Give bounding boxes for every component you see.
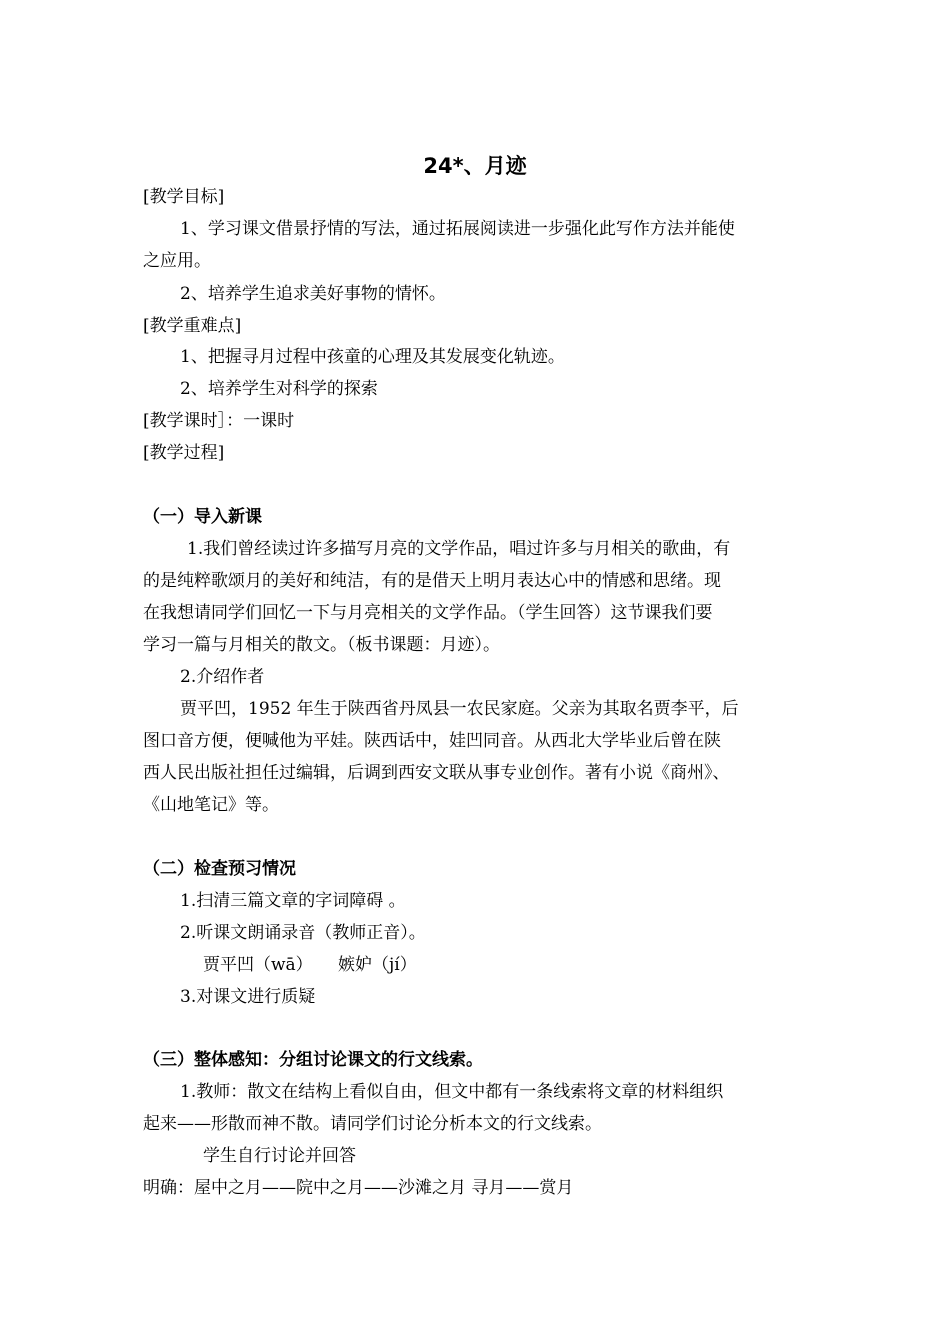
key-points-item-1: 1、把握寻月过程中孩童的心理及其发展变化轨迹。 (180, 347, 565, 367)
key-points-label: [教学重难点] (143, 316, 242, 336)
goals-item-2: 2、培养学生追求美好事物的情怀。 (180, 284, 446, 304)
section-1-p1-line-3: 在我想请同学们回忆一下与月亮相关的文学作品。（学生回答）这节课我们要 (143, 603, 713, 623)
section-1-p1-line-4: 学习一篇与月相关的散文。（板书课题：月迹）。 (143, 635, 500, 655)
goals-item-1-cont: 之应用。 (143, 251, 211, 271)
section-1-p3-line-1: 贾平凹，1952 年生于陕西省丹凤县一农民家庭。父亲为其取名贾李平，后 (180, 699, 739, 719)
section-1-p3-line-2: 图口音方便，便喊他为平娃。陕西话中，娃凹同音。从西北大学毕业后曾在陕 (143, 731, 721, 751)
pronunciation-1: 贾平凹（wā） (203, 955, 313, 975)
process-label: [教学过程] (143, 443, 225, 463)
pronunciation-2: 嫉妒（jí） (338, 955, 417, 975)
section-3-heading: （三）整体感知：分组讨论课文的行文线索。 (143, 1050, 483, 1070)
section-1-p2: 2.介绍作者 (180, 667, 265, 687)
section-2-item-2: 2.听课文朗诵录音（教师正音）。 (180, 923, 426, 943)
section-3-p2: 学生自行讨论并回答 (203, 1146, 356, 1166)
section-1-p1-line-2: 的是纯粹歌颂月的美好和纯洁，有的是借天上明月表达心中的情感和思绪。现 (143, 571, 721, 591)
section-2-heading: （二）检查预习情况 (143, 859, 296, 879)
section-1-p1-line-1: 1.我们曾经读过许多描写月亮的文学作品，唱过许多与月相关的歌曲，有 (187, 539, 731, 559)
page-title: 24*、月迹 (423, 154, 527, 178)
section-3-p1-line-2: 起来——形散而神不散。请同学们讨论分析本文的行文线索。 (143, 1114, 602, 1134)
section-1-heading: （一）导入新课 (143, 507, 262, 527)
key-points-item-2: 2、培养学生对科学的探索 (180, 379, 378, 399)
section-2-item-3: 3.对课文进行质疑 (180, 987, 316, 1007)
section-1-p3-line-4: 《山地笔记》等。 (143, 795, 279, 815)
section-3-p1-line-1: 1.教师：散文在结构上看似自由，但文中都有一条线索将文章的材料组织 (180, 1082, 724, 1102)
lesson-time: [教学课时］：一课时 (143, 411, 295, 431)
section-3-p3: 明确：屋中之月——院中之月——沙滩之月 寻月——赏月 (143, 1178, 574, 1198)
goals-label: [教学目标] (143, 187, 225, 207)
goals-item-1: 1、学习课文借景抒情的写法，通过拓展阅读进一步强化此写作方法并能使 (180, 219, 735, 239)
section-1-p3-line-3: 西人民出版社担任过编辑，后调到西安文联从事专业创作。著有小说《商州》、 (143, 763, 730, 783)
section-2-item-1: 1.扫清三篇文章的字词障碍 。 (180, 891, 406, 911)
